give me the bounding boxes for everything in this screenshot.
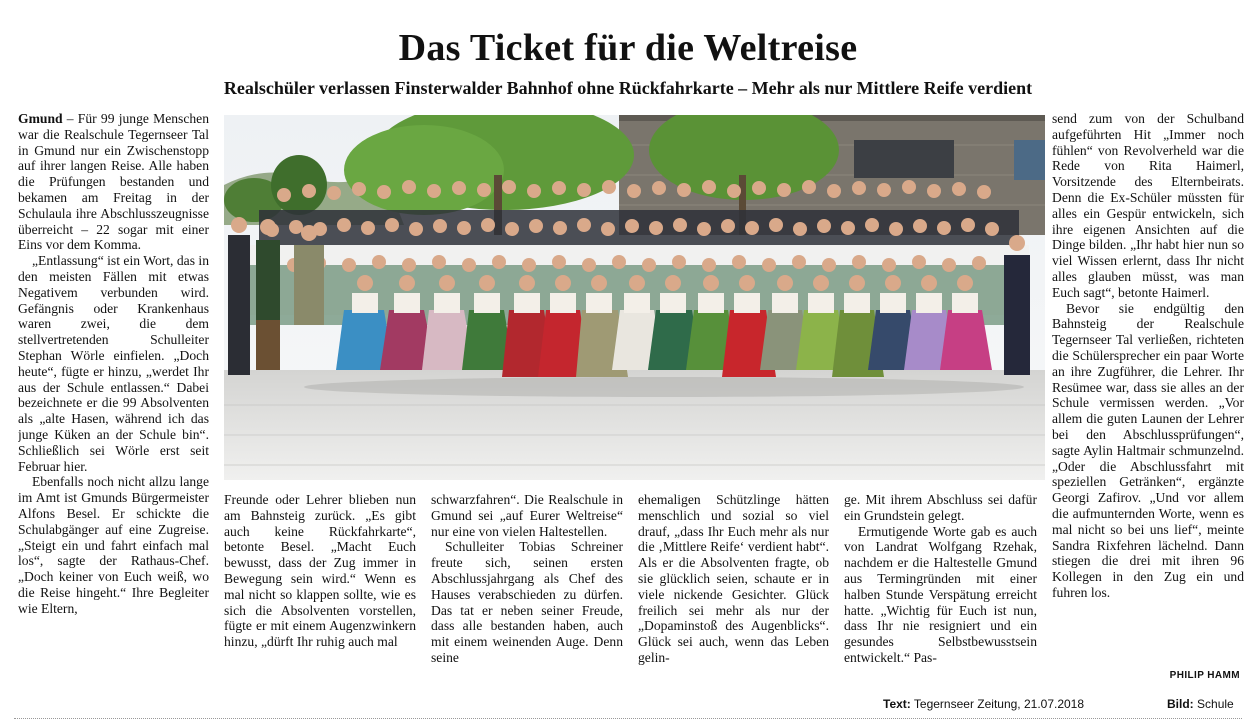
paragraph: ge. Mit ihrem Abschluss sei dafür ein Grundstein gelegt. — [844, 492, 1037, 523]
front-row-dirndls — [336, 310, 992, 377]
text-column-5 — [844, 492, 1037, 687]
paragraph: Ermutigende Worte gab es auch von Landrat Wolfgang Rzehak, nachdem er die Haltestelle Gmund aus Termingründen mit einer halben Stunde Verspätung erreicht hatte. „Wichtig für Euch ist nun, dass Ihr nie resigniert und ein gesundes Selbstbewusstsein entwickelt.“ Pas- — [844, 523, 1037, 665]
paragraph: Ebenfalls noch nicht allzu lange im Amt ist Gmunds Bürgermeister Alfons Besel. Er schickte die Schulabgänger auf eine Zugreise. „Steigt ein und fahrt einfach mal los“, sagte der Rathaus-Chef. „Doch keiner von Euch weiß, wo die Reise hingeht.“ Ihre Begleiter wie Eltern, — [18, 474, 209, 616]
paragraph-text: – Für 99 junge Menschen war die Realschule Tegernseer Tal in Gmund nur ein Zwischenstopp auf ihrer langen Reise. Alle haben die Prüfungen bestanden und bekamen am Freitag in der Schulaula ihre Abschlusszeugnisse überreicht – 22 sogar mit einer Eins vor dem Komma. — [18, 111, 209, 253]
text-column-1 — [18, 111, 209, 691]
text-column-4 — [638, 492, 829, 687]
paragraph: „Entlassung“ ist ein Wort, das in den meisten Fällen mit etwas Negativem verbunden wird. Gefängnis oder Krankenhaus waren zwei, die dem stellvertretenden Schulleiter Stephan Wörle einfielen. „Doch heute“, fügte er hinzu, „werdet Ihr aus der Schule entlassen.“ Dabei bezeichnete er die 99 Absolventen als „alte Hasen, während ich das junge Küken an der Schule bin“. Schließlich sei Wörle erst seit Februar hier. — [18, 253, 209, 474]
class-group-photo — [224, 115, 1045, 480]
text-column-3 — [431, 492, 623, 687]
text-credit — [883, 697, 1084, 711]
dateline: Gmund — [18, 111, 63, 126]
text-credit-value: Tegernseer Zeitung, 21.07.2018 — [913, 697, 1085, 711]
bottom-divider — [14, 718, 1242, 719]
image-credit-value: Schule — [1197, 697, 1234, 711]
paragraph: ehemaligen Schützlinge hätten menschlich und sozial so viel drauf, „dass Ihr Euch mehr als nur die ‚Mittlere Reife‘ verdient habt“. Als er die Absolventen fragte, ob sie glücklich seien, schaute er in viele nickende Gesichter. Glück freilich sei mehr als nur der „Dopaminstoß des Augenblicks“. Glück sei auch, wenn das Leben gelin- — [638, 492, 829, 665]
image-credit-label: Bild: — [1167, 697, 1194, 711]
article-headline: Das Ticket für die Weltreise — [398, 27, 858, 69]
paragraph: Bevor sie endgültig den Bahnsteig der Realschule Tegernseer Tal verließen, richteten die Schülersprecher ein paar Worte an ihre Zugführer, die Lehrer. Ihr Resümee war, dass sie alles an der Schule vermissen werden. „Vor allem die guten Launen der Lehrer bei den Abschlussprüfungen“, sagte Aylin Haltmair schmunzelnd. „Oder die Abschlussfahrt mit speziellen Getränken“, ergänzte Georgi Zafirov. „Und vor allem die aufmunternden Worte, wenn es mal nicht so bei uns lief“, meinte Sandra Rixfehren lächelnd. Dann stiegen die drei mit ihren 96 Kollegen in den Zug ein und fuhren los. — [1052, 300, 1244, 600]
paragraph: Schulleiter Tobias Schreiner freute sich, seinen ersten Abschlussjahrgang als Chef des Hauses verabschieden zu dürfen. Das tat er neben seiner Freude, dass alle bestanden haben, auch mit einem weinenden Auge. Denn seine — [431, 539, 623, 665]
image-credit — [1167, 697, 1234, 711]
paragraph — [18, 111, 209, 253]
article-subheadline: Realschüler verlassen Finsterwalder Bahnhof ohne Rückfahrkarte – Mehr als nur Mittlere Reife verdient — [223, 78, 1033, 98]
paragraph: schwarzfahren“. Die Realschule in Gmund sei „auf Eurer Weltreise“ nur eine von vielen Haltestellen. — [431, 492, 623, 539]
paragraph: send zum von der Schulband aufgeführten Hit „Immer noch fühlen“ von Revolverheld war die Rede von Rita Haimerl, Vorsitzende des Elternbeirats. Denn die Ex-Schüler müssten für alles ein Gespür entwickeln, sich ihre eigenen Ansichten auf die Dinge bilden. „Ihr habt hier nun so viel Wissen erlernt, dass Ihr nicht alles glauben müsst, was man Euch sagt“, betonte Haimerl. — [1052, 111, 1244, 300]
text-credit-label: Text: — [883, 697, 911, 711]
text-column-2 — [224, 492, 416, 687]
author-byline: PHILIP HAMM — [1169, 670, 1240, 681]
paragraph: Freunde oder Lehrer blieben nun am Bahnsteig zurück. „Es gibt auch keine Rückfahrkarte“, betonte Besel. „Macht Euch bewusst, dass der Zug immer in Bewegung sein wird.“ Wenn es mal nicht so klappen sollte, wie es sich die Absolventen vorstellen, fügte er mit einem Augenzwinkern hinzu, „dürft Ihr ruhig auch mal — [224, 492, 416, 650]
text-column-6 — [1052, 111, 1244, 681]
